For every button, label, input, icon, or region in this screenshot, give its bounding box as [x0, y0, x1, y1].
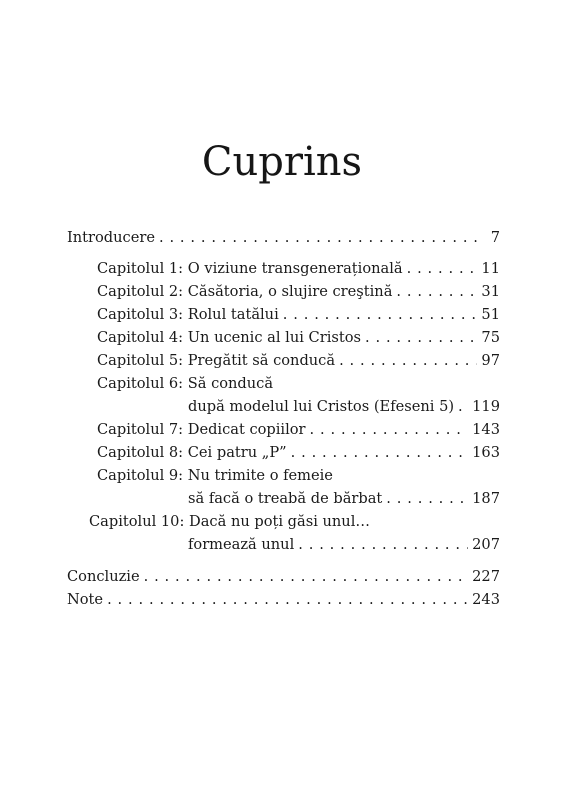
toc-entry-label-continued: după modelul lui Cristos (Efeseni 5) [188, 398, 455, 415]
dot-leader [283, 305, 478, 325]
toc-entry-chapter-6-label[interactable]: Capitolul 6: Să conducă [97, 375, 274, 392]
toc-entry-chapter-3[interactable] [97, 305, 500, 325]
toc-entry-chapter-10-label[interactable]: Capitolul 10: Dacă nu poți găsi unul… [89, 513, 370, 530]
toc-entry-page: 207 [472, 536, 500, 553]
toc-entry-page: 243 [472, 591, 500, 608]
dot-leader [365, 328, 477, 348]
toc-entry-page: 97 [481, 352, 500, 369]
dot-leader [339, 351, 477, 371]
toc-entry-chapter-5[interactable] [97, 351, 500, 371]
toc-entry-concluzie[interactable] [67, 567, 500, 587]
toc-entry-label: Concluzie [67, 568, 140, 585]
toc-entry-chapter-8[interactable] [97, 443, 500, 463]
toc-entry-chapter-1[interactable] [97, 259, 500, 279]
toc-entry-page: 187 [472, 490, 500, 507]
toc-entry-page: 143 [472, 421, 500, 438]
dot-leader [144, 567, 469, 587]
toc-entry-label: Capitolul 7: Dedicat copiilor [97, 421, 306, 438]
toc-entry-page: 11 [481, 260, 500, 277]
toc-entry-label: Capitolul 8: Cei patru „P” [97, 444, 287, 461]
dot-leader [386, 489, 468, 509]
toc-entry-label: Capitolul 4: Un ucenic al lui Cristos [97, 329, 361, 346]
dot-leader [291, 443, 469, 463]
toc-entry-label: Introducere [67, 229, 155, 246]
toc-entry-label-continued: formează unul [188, 536, 295, 553]
toc-entry-page: 7 [490, 229, 500, 246]
toc-entry-label: Capitolul 1: O viziune transgenerațională [97, 260, 403, 277]
toc-entry-page: 119 [472, 398, 500, 415]
toc-entry-introducere[interactable] [67, 228, 500, 248]
toc-entry-label: Note [67, 591, 104, 608]
toc-entry-chapter-9[interactable] [188, 489, 500, 509]
dot-leader [298, 535, 468, 555]
dot-leader [458, 397, 468, 417]
toc-entry-label: Capitolul 2: Căsătoria, o slujire creştină [97, 283, 393, 300]
dot-leader [107, 590, 468, 610]
toc-entry-page: 75 [481, 329, 500, 346]
dot-leader [407, 259, 478, 279]
toc-entry-note[interactable] [67, 590, 500, 610]
toc-entry-label-continued: să facă o treabă de bărbat [188, 490, 383, 507]
toc-entry-page: 227 [472, 568, 500, 585]
toc-entry-chapter-2[interactable] [97, 282, 500, 302]
dot-leader [310, 420, 469, 440]
toc-entry-label: Capitolul 5: Pregătit să conducă [97, 352, 336, 369]
toc-entry-chapter-9-label[interactable]: Capitolul 9: Nu trimite o femeie [97, 467, 333, 484]
toc-entry-chapter-10[interactable] [188, 535, 500, 555]
dot-leader [396, 282, 477, 302]
toc-entry-chapter-6[interactable] [188, 397, 500, 417]
toc-entry-chapter-4[interactable] [97, 328, 500, 348]
dot-leader [159, 228, 478, 248]
page-title: Cuprins [201, 139, 363, 185]
toc-entry-page: 163 [472, 444, 500, 461]
toc-entry-page: 31 [481, 283, 500, 300]
toc-entry-page: 51 [481, 306, 500, 323]
toc-entry-label: Capitolul 3: Rolul tatălui [97, 306, 279, 323]
toc-entry-chapter-7[interactable] [97, 420, 500, 440]
